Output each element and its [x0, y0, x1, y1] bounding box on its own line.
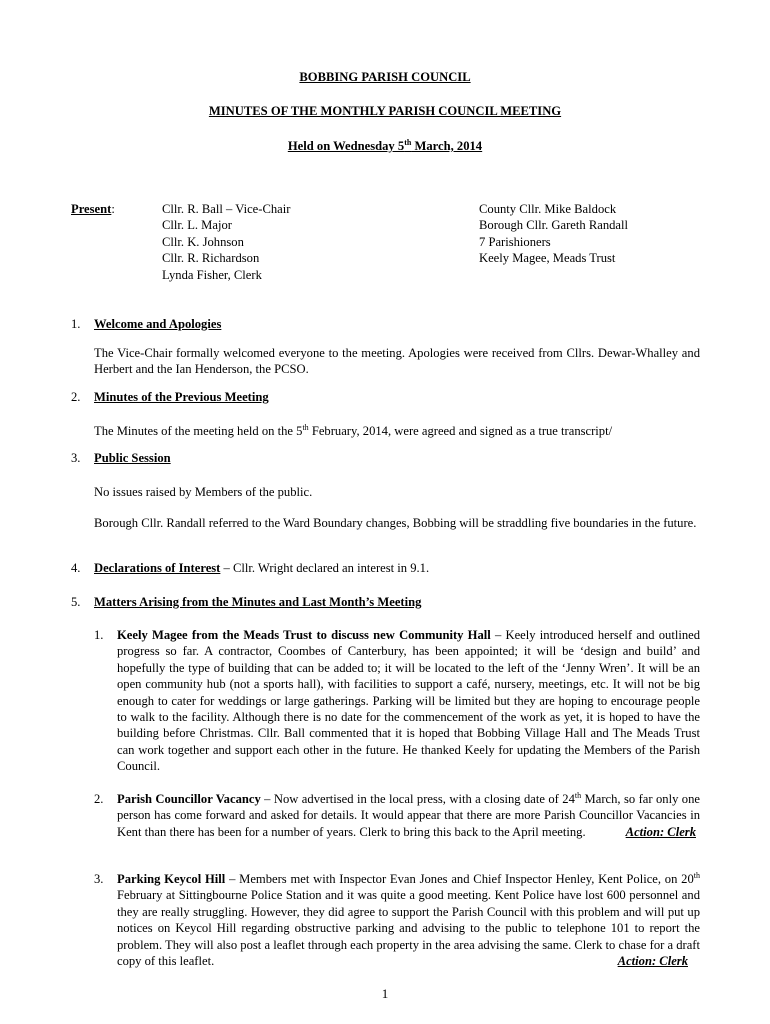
attendee: Cllr. L. Major — [162, 218, 232, 233]
section-number: 3. — [71, 451, 81, 465]
section-number: 4. — [71, 561, 81, 575]
section-heading-previous-minutes: Minutes of the Previous Meeting — [94, 390, 269, 404]
present-label: Present: — [71, 202, 115, 216]
present-others-list — [479, 201, 628, 267]
action-clerk: Action: Clerk — [617, 954, 688, 969]
section-body-previous-minutes: The Minutes of the meeting held on the 5th February, 2014, were agreed and signed as a true transcript/ — [94, 423, 613, 438]
document-title: MINUTES OF THE MONTHLY PARISH COUNCIL MEETING — [208, 104, 562, 118]
section-body-public-session: No issues raised by Members of the public. — [94, 485, 313, 499]
section-number: 2. — [71, 390, 81, 404]
section-number: 1. — [71, 317, 81, 331]
attendee: 7 Parishioners — [479, 234, 551, 249]
attendee: Cllr. R. Ball – Vice-Chair — [162, 202, 291, 216]
item-parking-keycol-hill: Parking Keycol Hill – Members met with Inspector Evan Jones and Chief Inspector Henley, Kent Police, on 20th February at Sittingbourne Police Station and it was quite a good meeting. Kent Police have lost 600 personnel and they are really struggling. However, they did agree to support the Parish Council with this problem and will put up notices on Keycol Hill regarding obstructive parking and advising to the public to telephone 101 to report the problem. They will also post a leaflet through each property in the area advising the same. Clerk to chase for a draft copy of this leaflet. Action: Clerk — [117, 871, 700, 969]
item-councillor-vacancy: Parish Councillor Vacancy – Now advertised in the local press, with a closing date of 24th March, so far only one person has come forward and asked for details. It would appear that there are more Parish Councillor Vacancies in Kent than there has been for a number of years. Clerk to bring this back to the April meeting. Action: Clerk — [117, 791, 700, 839]
item-number: 2. — [94, 792, 104, 806]
section-heading-matters-arising: Matters Arising from the Minutes and Last Month’s Meeting — [94, 595, 422, 609]
section-heading-public-session: Public Session — [94, 451, 171, 465]
item-number: 1. — [94, 628, 104, 642]
attendee: Borough Cllr. Gareth Randall — [479, 218, 629, 233]
page-number: 1 — [381, 986, 389, 1001]
attendee: County Cllr. Mike Baldock — [479, 202, 617, 216]
section-heading-welcome: Welcome and Apologies — [94, 317, 222, 331]
attendee: Cllr. K. Johnson — [162, 234, 244, 249]
section-declarations: Declarations of Interest – Cllr. Wright declared an interest in 9.1. — [94, 561, 430, 575]
council-name: BOBBING PARISH COUNCIL — [299, 70, 471, 84]
section-number: 5. — [71, 595, 81, 609]
item-community-hall: Keely Magee from the Meads Trust to discuss new Community Hall – Keely introduced herself and outlined progress so far. A contractor, Coombes of Canterbury, has been appointed; it will be ‘design and build’ and hopefully the type of building that can be added to; it will be located to the left of the ‘Jenny Wren’. It will be an open community hub (not a sports hall), with facilities to support a café, nursery, meetings, etc. It will not be big enough to cater for weddings or large gatherings. Parking will be limited but they are hoping to encourage people to walk to the facility. Although there is no date for the commencement of the work as yet, it is hoped to have the building before Christmas. Cllr. Ball commented that it is hoped that Bobbing Village Hall and The Meads Trust can work together and support each other in the future. He thanked Keely for updating the Members of the Parish Council. — [117, 628, 700, 774]
meeting-date: Held on Wednesday 5th March, 2014 — [287, 138, 483, 153]
attendee: Keely Magee, Meads Trust — [479, 251, 616, 266]
attendee: Lynda Fisher, Clerk — [162, 267, 262, 282]
item-number: 3. — [94, 872, 104, 886]
action-clerk: Action: Clerk — [625, 824, 696, 839]
present-councillors-list — [162, 201, 290, 283]
section-body-welcome: The Vice-Chair formally welcomed everyone to the meeting. Apologies were received from Cllrs. Dewar-Whalley and Herbert and the Ian Henderson, the PCSO. — [94, 346, 700, 377]
attendee: Cllr. R. Richardson — [162, 251, 260, 266]
section-body-ward-boundary: Borough Cllr. Randall referred to the Ward Boundary changes, Bobbing will be straddling five boundaries in the future. — [94, 516, 697, 530]
